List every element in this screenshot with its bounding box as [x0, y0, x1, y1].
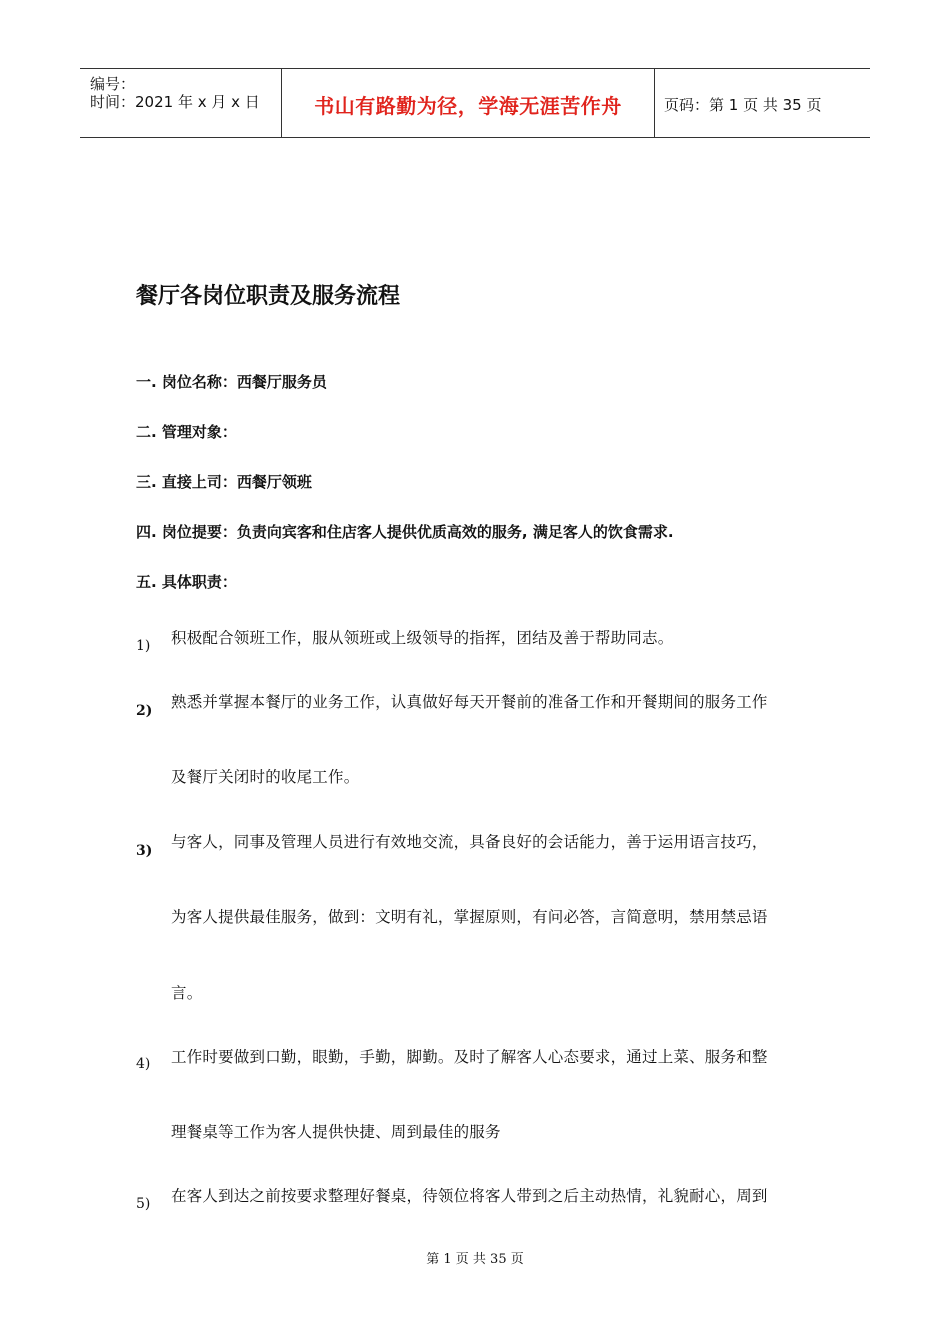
document-title: 餐厅各岗位职责及服务流程 [136, 284, 401, 309]
section-position-name: 一. 岗位名称：西餐厅服务员 [136, 373, 327, 391]
document-date-label: 时间：2021 年 x 月 x 日 [90, 93, 260, 111]
header-page-cell [655, 69, 870, 137]
duty-line: 理餐桌等工作为客人提供快捷、周到最佳的服务 [171, 1123, 501, 1141]
duty-line: 在客人到达之前按要求整理好餐桌，待领位将客人带到之后主动热情，礼貌耐心，周到 [171, 1187, 768, 1205]
duty-line: 积极配合领班工作，服从领班或上级领导的指挥，团结及善于帮助同志。 [171, 629, 674, 647]
header-motto-cell [282, 69, 655, 137]
header-motto: 书山有路勤为径，学海无涯苦作舟 [314, 94, 622, 118]
header-info-cell [80, 69, 282, 137]
duty-line: 熟悉并掌握本餐厅的业务工作，认真做好每天开餐前的准备工作和开餐期间的服务工作 [171, 693, 768, 711]
duty-line: 工作时要做到口勤，眼勤，手勤，脚勤。及时了解客人心态要求，通过上菜、服务和整 [171, 1048, 768, 1066]
duty-line: 与客人，同事及管理人员进行有效地交流，具备良好的会话能力，善于运用语言技巧， [171, 833, 768, 851]
section-management-target: 二. 管理对象： [136, 423, 237, 441]
section-direct-supervisor: 三. 直接上司：西餐厅领班 [136, 473, 312, 491]
document-number-label: 编号： [90, 75, 136, 93]
section-specific-duties: 五. 具体职责： [136, 573, 237, 591]
duty-line: 为客人提供最佳服务，做到：文明有礼，掌握原则，有问必答，言简意明，禁用禁忌语 [171, 908, 768, 926]
duty-line: 言。 [171, 984, 203, 1002]
page-footer: 第 1 页 共 35 页 [426, 1252, 524, 1267]
page-header [80, 68, 870, 138]
duty-number: 5) [136, 1196, 151, 1212]
section-position-summary: 四. 岗位提要：负责向宾客和住店客人提供优质高效的服务, 满足客人的饮食需求. [136, 523, 674, 541]
duty-number: 1) [136, 638, 151, 654]
header-page-code: 页码：第 1 页 共 35 页 [664, 96, 822, 114]
duty-number: 4) [136, 1056, 151, 1072]
duty-number: 3) [136, 843, 153, 859]
duty-number: 2) [136, 703, 153, 719]
duty-line: 及餐厅关闭时的收尾工作。 [171, 768, 360, 786]
